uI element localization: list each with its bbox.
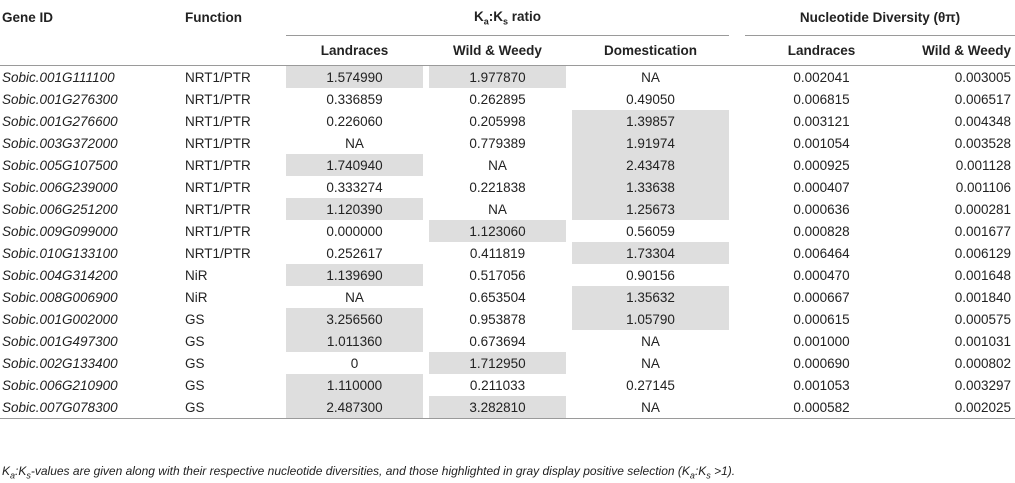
nd-wild-weedy-cell: 0.001031: [954, 333, 1011, 349]
ka-ks-domestication-cell: 1.05790: [572, 308, 729, 330]
function-cell: GS: [185, 396, 286, 419]
table-row: [0, 110, 1015, 132]
ka-ks-domestication-cell: 1.25673: [572, 198, 729, 220]
function-cell: NRT1/PTR: [185, 157, 251, 173]
ka-ks-wild-weedy-cell: 0.211033: [469, 377, 526, 393]
nd-wild-weedy-cell: 0.001840: [954, 289, 1011, 305]
gene-id-cell: Sobic.001G002000: [2, 311, 118, 327]
nd-wild-weedy-cell: 0.001128: [955, 157, 1011, 173]
nd-wild-weedy-cell: 0.006129: [954, 245, 1011, 261]
gene-id-cell: Sobic.001G111100: [0, 66, 185, 89]
ka-ks-landraces-cell: 1.139690: [286, 264, 423, 286]
nd-wild-weedy-cell: 0.000575: [954, 311, 1011, 327]
table-row: [0, 198, 1015, 220]
nd-wild-weedy-cell: 0.000281: [954, 201, 1011, 217]
nd-wild-weedy-cell: 0.000802: [954, 355, 1011, 371]
ka-ks-domestication-cell: 1.91974: [572, 132, 729, 154]
ka-ks-landraces-cell: 1.120390: [286, 198, 423, 220]
nd-landraces-cell: 0.000582: [745, 396, 898, 419]
function-cell: GS: [185, 311, 205, 327]
header-landraces: Landraces: [320, 43, 389, 58]
ka-ks-landraces-cell: 0.252617: [326, 245, 383, 261]
header-nd-landraces: Landraces: [787, 43, 856, 58]
ka-ks-domestication-cell: 0.27145: [626, 377, 675, 393]
nd-landraces-cell: 0.000470: [793, 267, 850, 283]
ka-ks-landraces-cell: 0: [350, 355, 359, 371]
header-wild-weedy: Wild & Weedy: [453, 43, 542, 58]
table-row: [0, 176, 1015, 198]
table-row: [0, 308, 1015, 330]
function-cell: NRT1/PTR: [185, 179, 251, 195]
nd-landraces-cell: 0.001054: [793, 135, 850, 151]
ka-ks-landraces-cell: 0.226060: [326, 113, 383, 129]
ka-ks-landraces-cell: 1.574990: [286, 66, 423, 89]
gene-id-cell: Sobic.005G107500: [2, 157, 118, 173]
gene-id-cell: Sobic.007G078300: [0, 396, 185, 419]
gene-id-cell: Sobic.008G006900: [2, 289, 118, 305]
gene-id-cell: Sobic.003G372000: [2, 135, 118, 151]
function-cell: NRT1/PTR: [185, 113, 251, 129]
header-function: Function: [185, 10, 242, 26]
ka-ks-domestication-cell: 1.39857: [572, 110, 729, 132]
ka-ks-wild-weedy-cell: 0.953878: [469, 311, 526, 327]
ka-ks-wild-weedy-cell: 0.673694: [469, 333, 526, 349]
function-cell: NRT1/PTR: [185, 66, 286, 89]
ka-ks-wild-weedy-cell: 0.205998: [469, 113, 526, 129]
gene-id-cell: Sobic.006G251200: [2, 201, 118, 217]
table-footnote: $K_a:K_s$-values are given along with their respective nucleotide diversities, and those highlighted in gray display positive selection $(K_a:K_s >1)$.: [2, 464, 736, 481]
nd-landraces-cell: 0.000690: [793, 355, 850, 371]
header-nucleotide-diversity: Nucleotide Diversity (θπ): [745, 0, 1015, 36]
function-cell: GS: [185, 355, 205, 371]
header-ka-ks-ratio: $K_a:K_s$ ratio: [286, 0, 729, 36]
nd-wild-weedy-cell: 0.003297: [954, 377, 1011, 393]
gene-id-cell: Sobic.001G497300: [2, 333, 118, 349]
function-cell: NRT1/PTR: [185, 201, 251, 217]
nd-landraces-cell: 0.002041: [745, 66, 898, 89]
ka-ks-landraces-cell: NA: [345, 135, 364, 151]
ka-ks-domestication-cell: NA: [641, 355, 660, 371]
nd-landraces-cell: 0.001000: [793, 333, 850, 349]
nd-wild-weedy-cell: 0.001106: [955, 179, 1011, 195]
ka-ks-landraces-cell: 0.000000: [326, 223, 383, 239]
ka-ks-landraces-cell: NA: [345, 289, 364, 305]
function-cell: NiR: [185, 289, 208, 305]
header-gene-id: Gene ID: [2, 10, 54, 26]
ka-ks-domestication-cell: 1.35632: [572, 286, 729, 308]
nd-wild-weedy-cell: 0.003528: [954, 135, 1011, 151]
nd-landraces-cell: 0.003121: [793, 113, 850, 129]
ka-ks-domestication-cell: 0.90156: [626, 267, 675, 283]
ka-ks-landraces-cell: 1.011360: [286, 330, 423, 352]
function-cell: NRT1/PTR: [185, 135, 251, 151]
ka-ks-wild-weedy-cell: 0.779389: [469, 135, 526, 151]
table-row: [0, 374, 1015, 396]
ka-ks-wild-weedy-cell: 1.123060: [429, 220, 566, 242]
function-cell: NRT1/PTR: [185, 223, 251, 239]
nd-landraces-cell: 0.006815: [793, 91, 850, 107]
header-nd-wild-weedy: Wild & Weedy: [922, 43, 1011, 58]
function-cell: NRT1/PTR: [185, 245, 251, 261]
ka-ks-domestication-cell: NA: [572, 396, 729, 419]
ka-ks-wild-weedy-cell: 0.411819: [469, 245, 526, 261]
gene-id-cell: Sobic.001G276600: [2, 113, 118, 129]
ka-ks-domestication-cell: NA: [572, 66, 729, 89]
nd-wild-weedy-cell: 0.006517: [954, 91, 1011, 107]
gene-id-cell: Sobic.001G276300: [2, 91, 118, 107]
ka-ks-landraces-cell: 1.110000: [286, 374, 423, 396]
ka-ks-wild-weedy-cell: 0.517056: [469, 267, 526, 283]
gene-id-cell: Sobic.009G099000: [2, 223, 118, 239]
table-row: [0, 132, 1015, 154]
ka-ks-wild-weedy-cell: 3.282810: [429, 396, 566, 419]
gene-id-cell: Sobic.010G133100: [2, 245, 118, 261]
gene-id-cell: Sobic.002G133400: [2, 355, 118, 371]
table-row: [0, 220, 1015, 242]
nd-wild-weedy-cell: 0.001648: [954, 267, 1011, 283]
ka-ks-landraces-cell: 1.740940: [286, 154, 423, 176]
table-row: [0, 264, 1015, 286]
header-domestication: Domestication: [603, 43, 698, 58]
nd-landraces-cell: 0.000407: [793, 179, 850, 195]
ka-ks-wild-weedy-cell: NA: [488, 157, 507, 173]
ka-ks-landraces-cell: 2.487300: [286, 396, 423, 419]
nd-landraces-cell: 0.000667: [793, 289, 850, 305]
table-row: [0, 154, 1015, 176]
ka-ks-domestication-cell: 1.33638: [572, 176, 729, 198]
nd-landraces-cell: 0.000615: [793, 311, 850, 327]
gene-id-cell: Sobic.006G210900: [2, 377, 118, 393]
nd-wild-weedy-cell: 0.001677: [954, 223, 1011, 239]
ka-ks-domestication-cell: 1.73304: [572, 242, 729, 264]
ka-ks-wild-weedy-cell: 1.977870: [429, 66, 566, 89]
function-cell: NRT1/PTR: [185, 91, 251, 107]
ka-ks-wild-weedy-cell: 0.653504: [469, 289, 526, 305]
gene-id-cell: Sobic.006G239000: [2, 179, 118, 195]
table-row: [0, 242, 1015, 264]
ka-ks-wild-weedy-cell: 0.221838: [469, 179, 526, 195]
nd-landraces-cell: 0.001053: [793, 377, 850, 393]
ka-ks-domestication-cell: NA: [641, 333, 660, 349]
ka-ks-domestication-cell: 2.43478: [572, 154, 729, 176]
function-cell: GS: [185, 377, 205, 393]
nd-wild-weedy-cell: 0.003005: [898, 66, 1015, 89]
nd-landraces-cell: 0.000925: [793, 157, 850, 173]
nd-landraces-cell: 0.006464: [793, 245, 850, 261]
ka-ks-wild-weedy-cell: NA: [488, 201, 507, 217]
nd-landraces-cell: 0.000636: [793, 201, 850, 217]
gene-id-cell: Sobic.004G314200: [2, 267, 118, 283]
nd-wild-weedy-cell: 0.002025: [898, 396, 1015, 419]
ka-ks-wild-weedy-cell: 1.712950: [429, 352, 566, 374]
ka-ks-landraces-cell: 0.336859: [326, 91, 383, 107]
nd-landraces-cell: 0.000828: [793, 223, 850, 239]
function-cell: GS: [185, 333, 205, 349]
nd-wild-weedy-cell: 0.004348: [954, 113, 1011, 129]
table-row: [0, 66, 1015, 89]
ka-ks-landraces-cell: 0.333274: [326, 179, 383, 195]
table-row: [0, 352, 1015, 374]
table-row: [0, 396, 1015, 419]
ka-ks-domestication-cell: 0.56059: [626, 223, 675, 239]
table-row: [0, 286, 1015, 308]
table-row: [0, 330, 1015, 352]
table-row: [0, 88, 1015, 110]
function-cell: NiR: [185, 267, 208, 283]
ka-ks-wild-weedy-cell: 0.262895: [469, 91, 526, 107]
ka-ks-domestication-cell: 0.49050: [626, 91, 675, 107]
ka-ks-landraces-cell: 3.256560: [286, 308, 423, 330]
